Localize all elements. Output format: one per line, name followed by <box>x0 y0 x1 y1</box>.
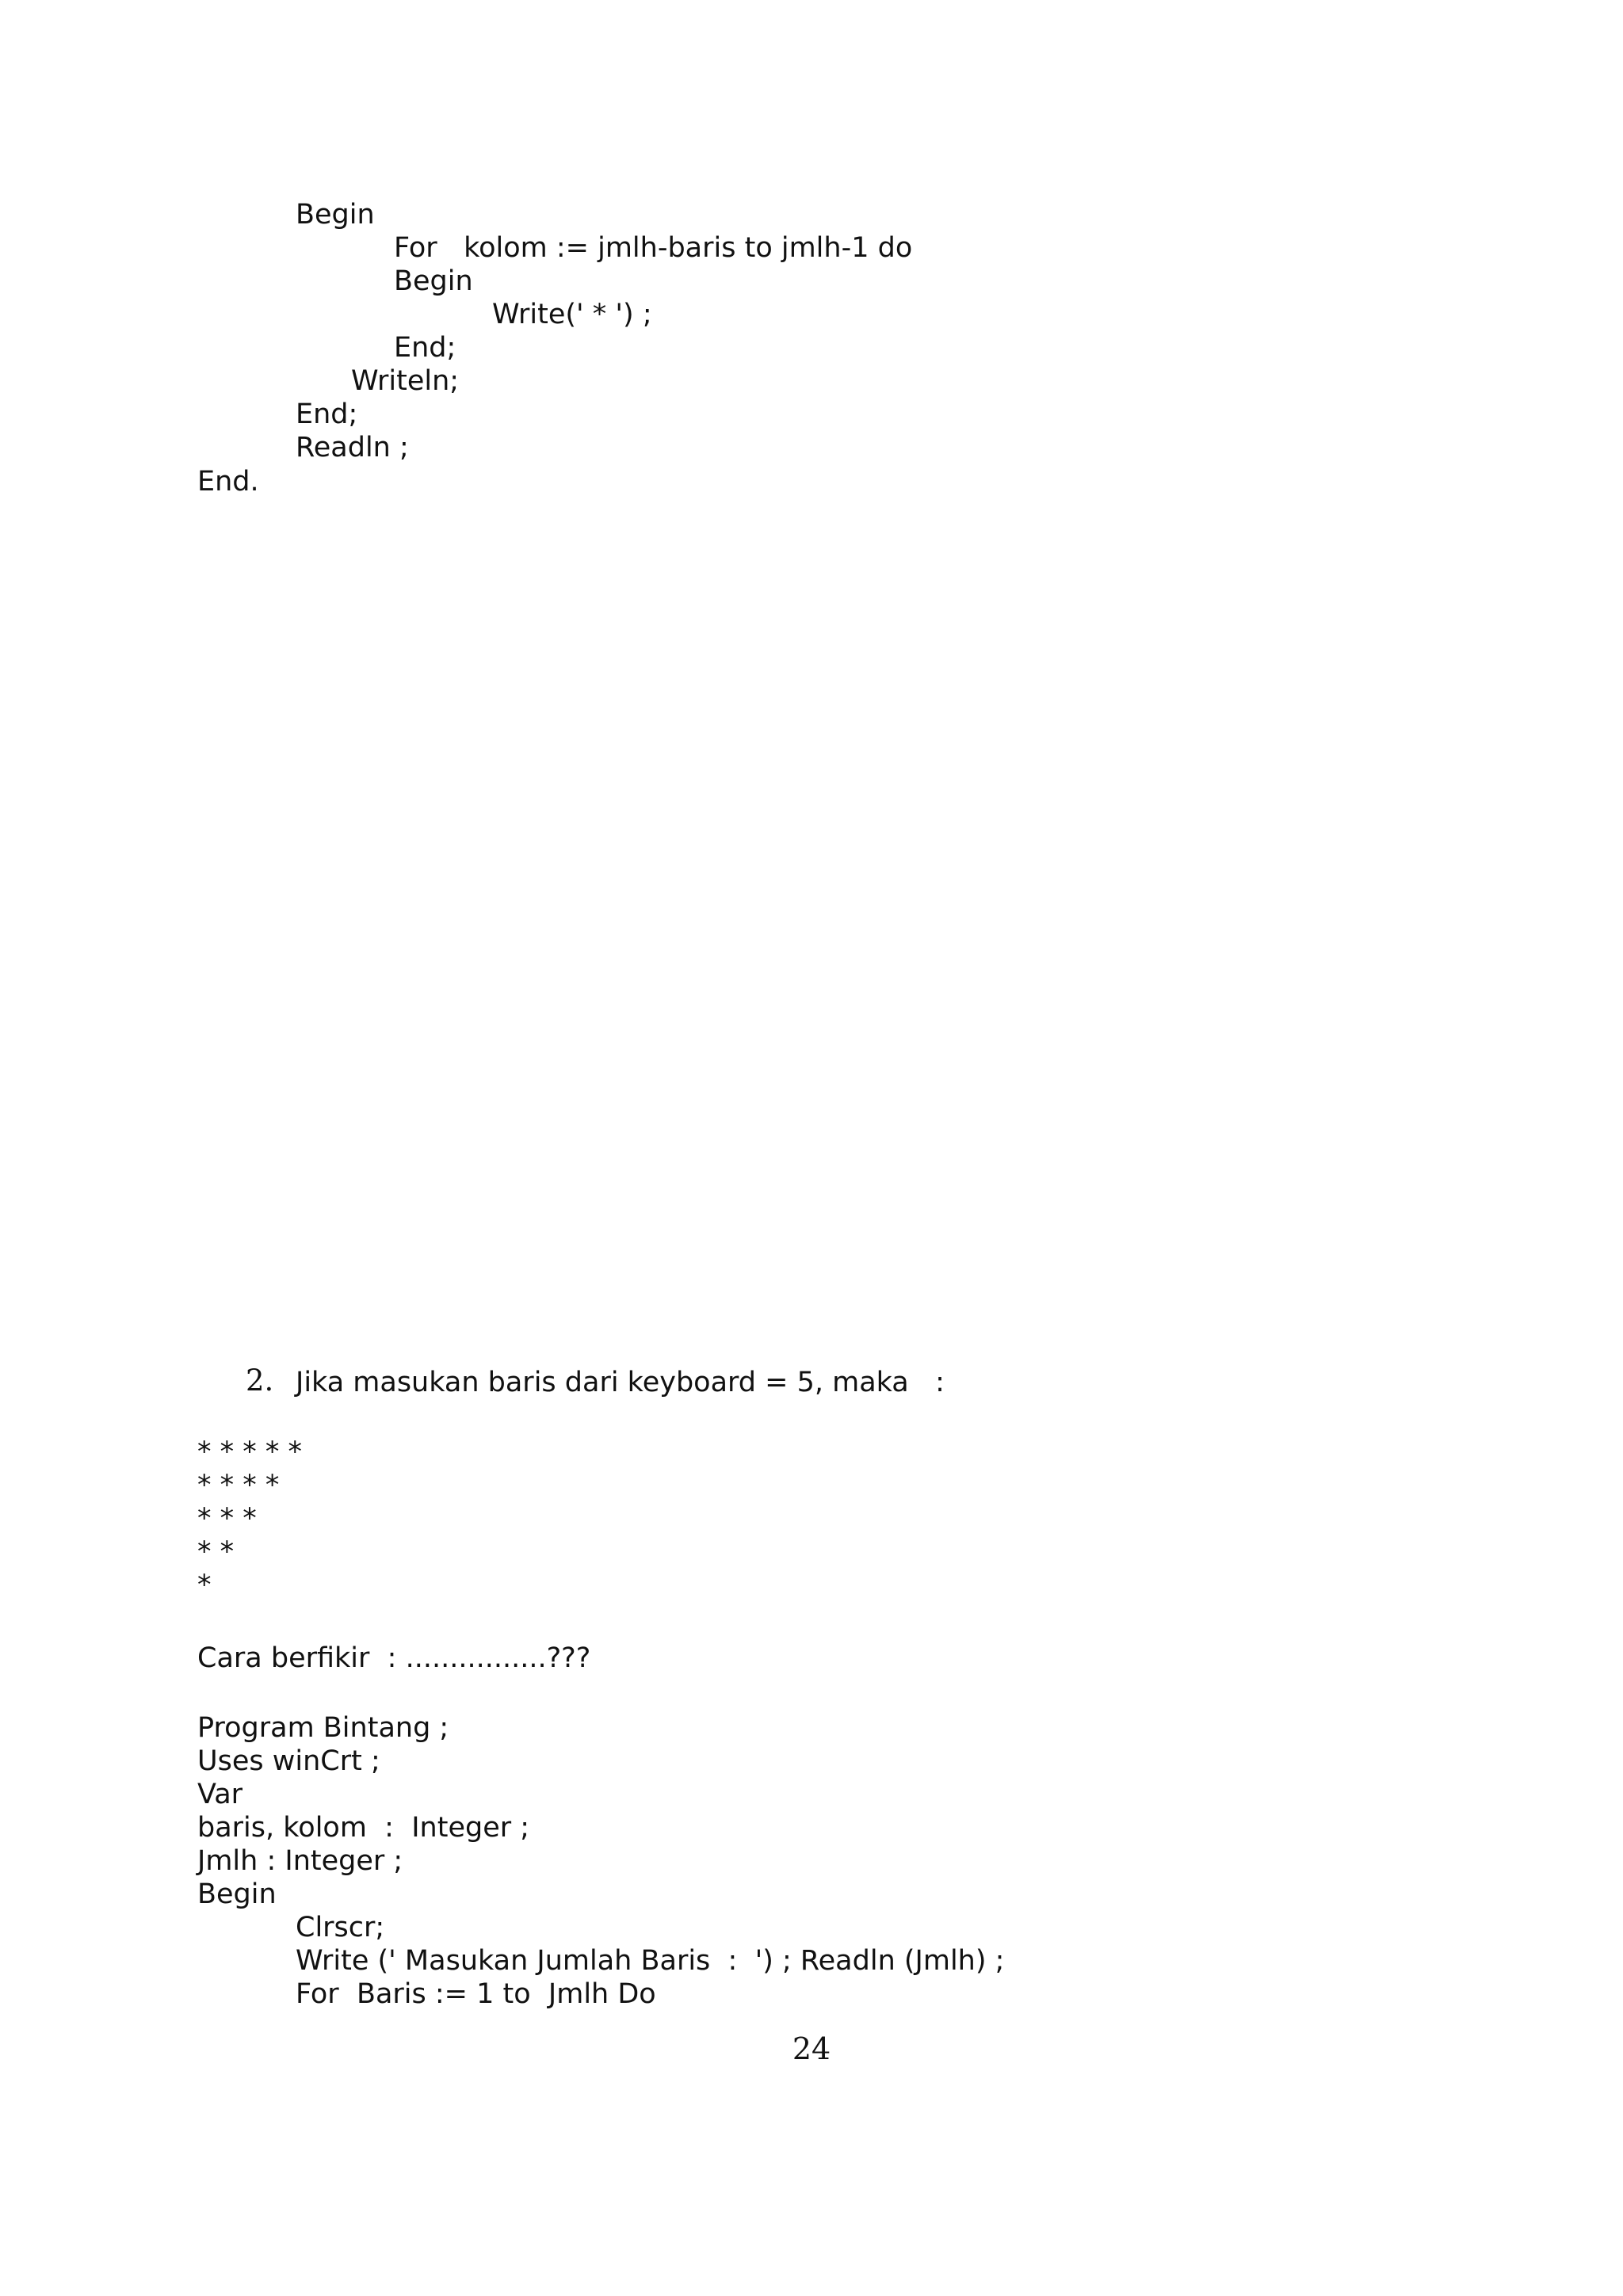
code-line: Begin <box>296 199 375 231</box>
code-line: Uses winCrt ; <box>197 1745 380 1777</box>
code-line: baris, kolom : Integer ; <box>197 1812 530 1844</box>
star-row: * * * * * <box>197 1436 303 1468</box>
code-line: Clrscr; <box>296 1912 385 1943</box>
code-line: Program Bintang ; <box>197 1712 449 1744</box>
code-line: Begin <box>394 265 473 297</box>
star-row: * * <box>197 1536 235 1568</box>
code-line: Jmlh : Integer ; <box>197 1845 403 1877</box>
code-line: End. <box>197 466 259 498</box>
section-heading: Jika masukan baris dari keyboard = 5, maka : <box>296 1367 945 1398</box>
code-line: For kolom := jmlh-baris to jmlh-1 do <box>394 232 913 264</box>
page-number: 24 <box>792 2031 831 2066</box>
code-line: Var <box>197 1779 243 1810</box>
list-number: 2. <box>246 1363 274 1398</box>
star-row: * * * <box>197 1503 257 1535</box>
code-line: Readln ; <box>296 432 409 463</box>
code-line: Writeln; <box>351 365 460 397</box>
code-line: Write (' Masukan Jumlah Baris : ') ; Readln (Jmlh) ; <box>296 1945 1005 1977</box>
code-line: Write(' * ') ; <box>492 299 652 330</box>
code-line: Begin <box>197 1878 277 1910</box>
cara-berfikir-text: Cara berfikir : ................??? <box>197 1642 591 1674</box>
code-line: For Baris := 1 to Jmlh Do <box>296 1978 656 2010</box>
star-row: * <box>197 1569 212 1601</box>
code-line: End; <box>394 332 456 364</box>
code-line: End; <box>296 399 358 430</box>
star-row: * * * * <box>197 1470 280 1501</box>
